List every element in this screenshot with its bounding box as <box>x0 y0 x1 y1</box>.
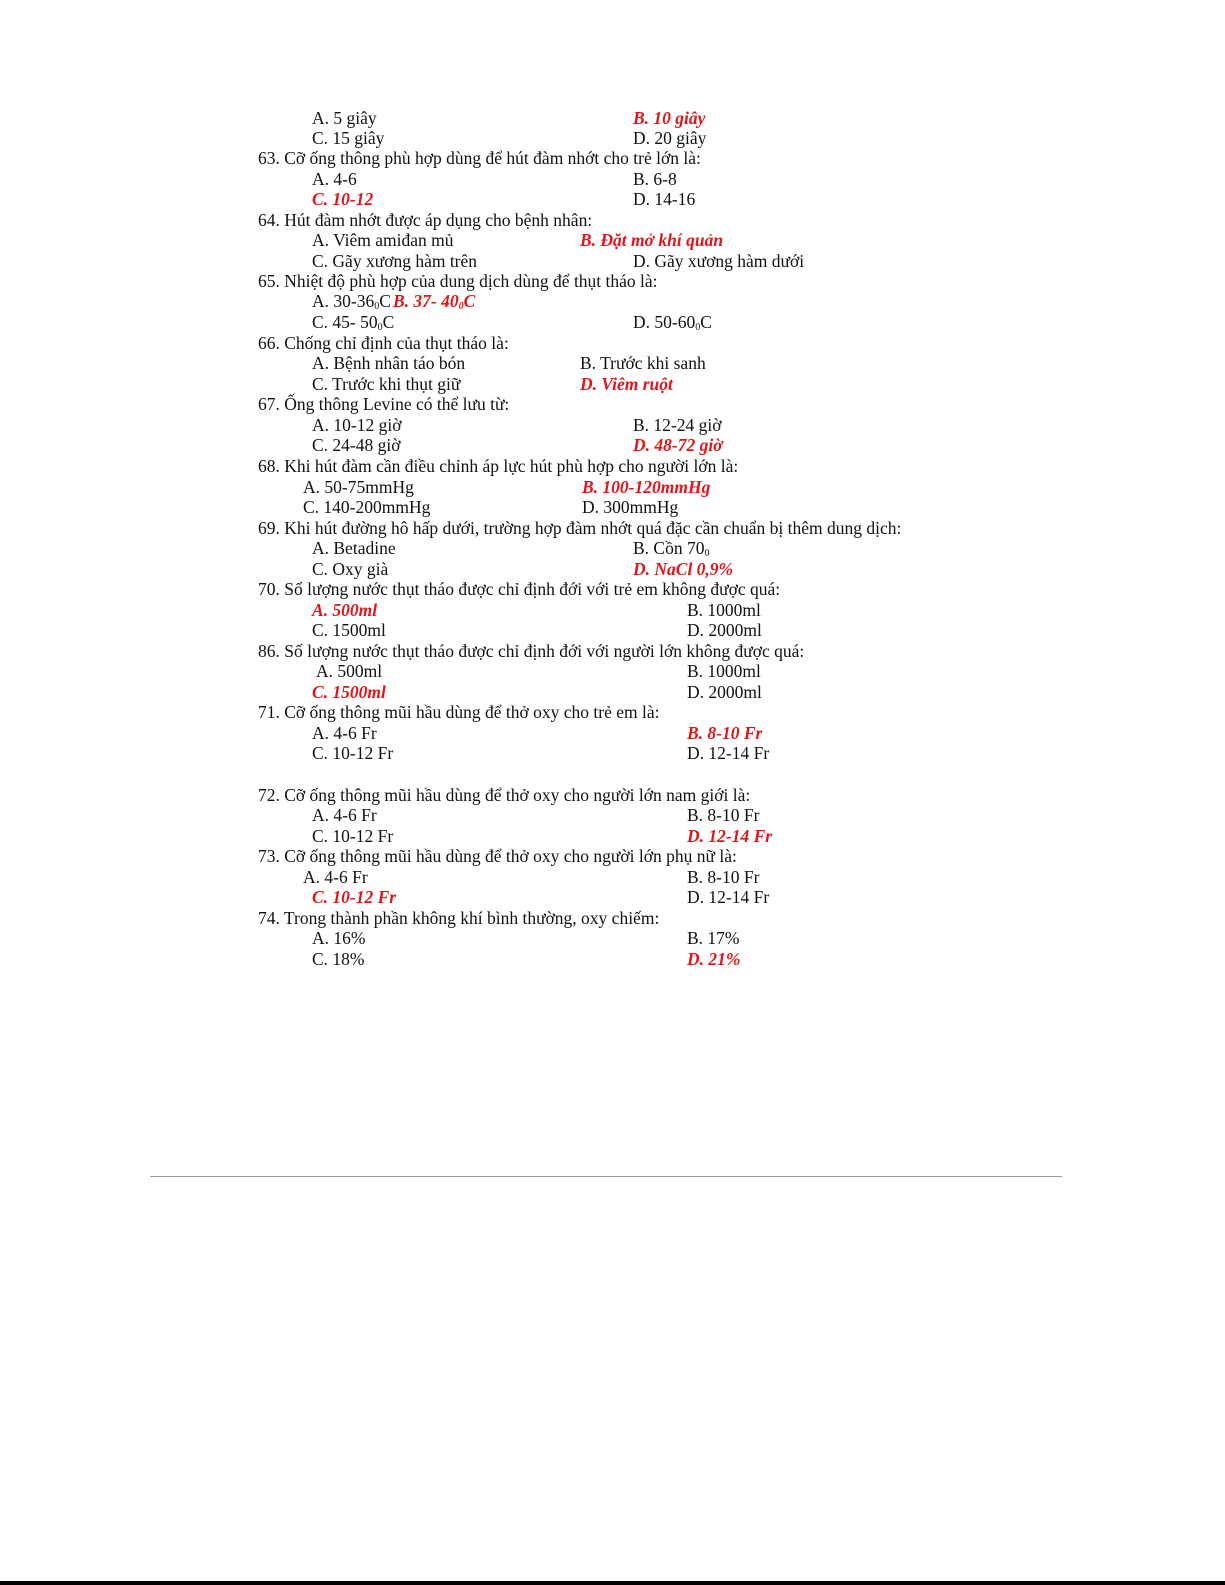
answer-option: C. 24-48 giờ <box>312 435 401 455</box>
answer-option: C. 10-12 Fr <box>312 743 394 763</box>
answer-option: D. 2000ml <box>687 620 762 640</box>
answer-option: A. Viêm amiđan mủ <box>312 230 454 250</box>
answer-option: D. 12-14 Fr <box>687 887 770 907</box>
answer-option: B. Trước khi sanh <box>580 353 706 373</box>
answer-option: A. 50-75mmHg <box>303 477 414 497</box>
question-text: 71. Cỡ ống thông mũi hầu dùng để thở oxy cho trẻ em là: <box>258 702 660 722</box>
correct-answer-option: B. 37- $40_0C$ <box>393 291 476 312</box>
answer-option: C. 10-12 Fr <box>312 826 394 846</box>
question-text: 63. Cỡ ống thông phù hợp dùng để hút đàm nhớt cho trẻ lớn là: <box>258 148 701 168</box>
answer-option: B. Cồn $70_0$ <box>633 538 710 559</box>
answer-option: C. 18% <box>312 949 365 969</box>
answer-option: D. 20 giây <box>633 128 707 148</box>
question-text: 64. Hút đàm nhớt được áp dụng cho bệnh nhân: <box>258 210 593 230</box>
correct-answer-option: B. 8-10 Fr <box>687 723 763 743</box>
question-text: 72. Cỡ ống thông mũi hầu dùng để thở oxy cho người lớn nam giới là: <box>258 785 751 805</box>
answer-option: C. 15 giây <box>312 128 385 148</box>
answer-option: A. 4-6 <box>312 169 357 189</box>
question-text: 70. Số lượng nước thụt tháo được chỉ định đới với trẻ em không được quá: <box>258 579 781 599</box>
correct-answer-option: B. 100-120mmHg <box>582 477 711 497</box>
answer-option: D. 2000ml <box>687 682 762 702</box>
correct-answer-option: A. 500ml <box>312 600 378 620</box>
correct-answer-option: C. 10-12 <box>312 189 374 209</box>
answer-option: A. 5 giây <box>312 108 377 128</box>
answer-option: B. 8-10 Fr <box>687 805 760 825</box>
answer-option: D. $50-60_0C$ <box>633 312 712 333</box>
correct-answer-option: D. 12-14 Fr <box>687 826 773 846</box>
footer-divider <box>150 1176 1062 1177</box>
answer-option: B. 8-10 Fr <box>687 867 760 887</box>
correct-answer-option: C. 1500ml <box>312 682 386 702</box>
correct-answer-option: D. Viêm ruột <box>580 374 673 394</box>
question-text: 73. Cỡ ống thông mũi hầu dùng để thở oxy cho người lớn phụ nữ là: <box>258 846 737 866</box>
question-text: 67. Ống thông Levine có thể lưu từ: <box>258 394 510 414</box>
answer-option: D. Gãy xương hàm dưới <box>633 251 805 271</box>
answer-option: C. 140-200mmHg <box>303 497 431 517</box>
answer-option: B. 17% <box>687 928 740 948</box>
answer-option: A. 10-12 giờ <box>312 415 402 435</box>
answer-option: A. 4-6 Fr <box>312 723 377 743</box>
correct-answer-option: D. NaCl 0,9% <box>633 559 734 579</box>
answer-option: C. Trước khi thụt giữ <box>312 374 461 394</box>
correct-answer-option: B. 10 giây <box>633 108 706 128</box>
question-text: 65. Nhiệt độ phù hợp của dung dịch dùng để thụt tháo là: <box>258 271 658 291</box>
answer-option: C. Gãy xương hàm trên <box>312 251 478 271</box>
answer-option: C. Oxy già <box>312 559 389 579</box>
correct-answer-option: D. 21% <box>687 949 741 969</box>
page-bottom-edge <box>0 1581 1225 1585</box>
question-text: 74. Trong thành phần không khí bình thường, oxy chiếm: <box>258 908 660 928</box>
answer-option: A. 16% <box>312 928 366 948</box>
question-text: 69. Khi hút đường hô hấp dưới, trường hợp đàm nhớt quá đặc cần chuẩn bị thêm dung dịch: <box>258 518 902 538</box>
answer-option: A. 4-6 Fr <box>303 867 368 887</box>
question-text: 86. Số lượng nước thụt tháo được chỉ định đới với người lớn không được quá: <box>258 641 805 661</box>
question-text: 68. Khi hút đàm cần điều chỉnh áp lực hút phù hợp cho người lớn là: <box>258 456 739 476</box>
answer-option: D. 12-14 Fr <box>687 743 770 763</box>
answer-option: D. 300mmHg <box>582 497 679 517</box>
answer-option: B. 12-24 giờ <box>633 415 722 435</box>
answer-option: A. Bệnh nhân táo bón <box>312 353 466 373</box>
correct-answer-option: D. 48-72 giờ <box>633 435 723 455</box>
answer-option: B. 1000ml <box>687 600 761 620</box>
correct-answer-option: B. Đặt mở khí quản <box>580 230 724 250</box>
answer-option: C. 45- $50_0C$ <box>312 312 395 333</box>
answer-option: D. 14-16 <box>633 189 696 209</box>
correct-answer-option: C. 10-12 Fr <box>312 887 397 907</box>
answer-option: B. 1000ml <box>687 661 761 681</box>
answer-option: A. 500ml <box>316 661 383 681</box>
answer-option: A. 4-6 Fr <box>312 805 377 825</box>
answer-option: B. 6-8 <box>633 169 677 189</box>
answer-option: A. $30-36_0C$ <box>312 291 391 312</box>
answer-option: C. 1500ml <box>312 620 386 640</box>
question-text: 66. Chống chỉ định của thụt tháo là: <box>258 333 509 353</box>
answer-option: A. Betadine <box>312 538 396 558</box>
